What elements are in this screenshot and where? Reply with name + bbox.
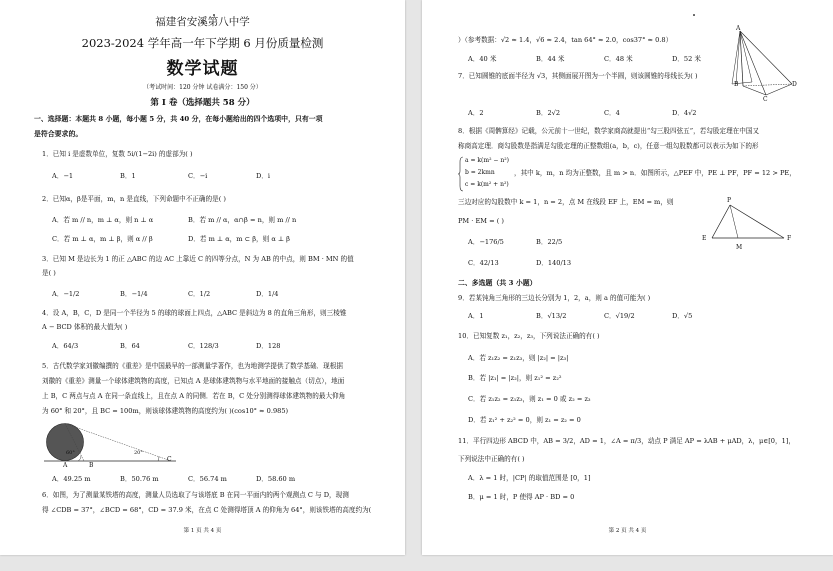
q5-angle20-label: 20° [134, 450, 143, 456]
q8-option-c: C．42/13 [468, 259, 499, 267]
q11-option-b: B．μ = 1 时，P 使得 AP · BD = 0 [468, 493, 575, 501]
q6-option-d: D．52 米 [672, 55, 701, 63]
q2-option-c: C．若 m ⊥ α，m ⊥ β，则 α // β [52, 235, 153, 243]
q7-option-b: B．2√2 [536, 109, 561, 117]
q8-option-a: A．−176/5 [468, 238, 504, 246]
q1-option-a: A．−1 [52, 172, 74, 180]
q6-reference-data: ）（参考数据：√2 ≈ 1.4，√6 ≈ 2.4，tan 64° ≈ 2.0，cos37° ≈ 0.8） [458, 36, 673, 44]
q5-angle60-label: 60° [66, 450, 75, 456]
q9-option-d: D．√5 [672, 312, 693, 320]
q3-option-c: C．1/2 [188, 290, 211, 298]
q8-stem-line4: 三边对应的勾股数中 k = 1，n = 2，点 M 在线段 EF 上，EM = m，则 [458, 198, 674, 206]
q5-stem-line3: 上 B，C 两点与点 A 在同一条直线上，且在点 A 的同侧．若在 B，C 处分别测得球体建筑物的最大仰角 [42, 392, 346, 400]
q8-system-c: c = k(m² + n²) [465, 181, 509, 188]
q5-point-b: B [89, 462, 94, 469]
q6-option-b: B．44 米 [536, 55, 565, 63]
tower-point-d: D [792, 81, 797, 88]
q2-stem: 2．已知α，β是平面，m，n 是直线，下列命题中不正确的是( ) [42, 195, 226, 203]
q5-stem-line1: 5．古代数学家刘徽编撰的《重差》是中国最早的一部测量学著作，也为地测学提供了数学基础．现根据 [42, 362, 343, 370]
q9-option-c: C．√19/2 [604, 312, 635, 320]
q7-option-c: C．4 [604, 109, 620, 117]
subject-title: 数学试题 [166, 59, 239, 79]
q6-tower-figure [730, 26, 802, 104]
q10-option-d: D．若 z₁² + z₂² = 0，则 z₁ = z₂ = 0 [468, 416, 581, 424]
q6-option-c: C．48 米 [604, 55, 633, 63]
part1-heading-line2: 是符合要求的。 [34, 130, 83, 138]
q6-stem-line1: 6．如图，为了测量某铁塔的高度，测量人员选取了与该塔底 B 在同一平面内的两个观测点 C 与 D，现测 [42, 491, 349, 499]
q2-option-b: B．若 m // α，α∩β = n，则 m // n [188, 216, 297, 224]
q11-stem-line2: 下列说法中正确的有( ) [458, 455, 525, 463]
tower-point-a: A [736, 25, 741, 32]
sphere-building [47, 424, 84, 461]
q3-stem-line1: 3．已知 M 是边长为 1 的正 △ABC 的边 AC 上靠近 C 的四等分点，N 为 AB 的中点，则 BM · MN 的值 [42, 255, 354, 263]
tower-point-b: B [734, 81, 739, 88]
q3-stem-line2: 是( ) [42, 269, 56, 277]
q2-option-d: D．若 m ⊥ α，m ⊂ β，则 α ⊥ β [188, 235, 290, 243]
q8-system-b: b = 2kmn [465, 169, 495, 176]
q5-option-c: C．56.74 m [188, 475, 227, 483]
exam-page-2 [422, 0, 833, 555]
q10-stem: 10．已知复数 z₁，z₂，z₃，下列说法正确的有( ) [458, 332, 600, 340]
q1-option-d: D．i [256, 172, 270, 180]
q9-option-a: A．1 [468, 312, 484, 320]
angle-20-arc [158, 457, 159, 462]
q3-option-d: D．1/4 [256, 290, 279, 298]
exam-title: 2023-2024 学年高一年下学期 6 月份质量检测 [81, 36, 324, 50]
q5-stem-line2: 刘徽的《重差》测量一个球体建筑物的高度，已知点 A 是球体建筑物与水平地面的接触点（切点），地面 [42, 377, 345, 385]
q7-option-d: D．4√2 [672, 109, 697, 117]
q4-stem-line1: 4．设 A，B，C，D 是同一个半径为 5 的球的球面上四点，△ABC 是斜边为 8 的直角三角形，则三棱锥 [42, 309, 347, 317]
q8-stem-line5: PM · EM = ( ) [458, 217, 504, 225]
q7-option-a: A．2 [468, 109, 484, 117]
tower-point-c: C [763, 96, 768, 103]
school-name: 福建省安溪第八中学 [155, 16, 250, 28]
page-footer: 第 2 页 共 4 页 [608, 528, 647, 534]
q8-option-d: D．140/13 [536, 259, 572, 267]
q11-option-a: A．λ = 1 时，|CP| 的取值范围是 [0，1] [468, 474, 591, 482]
q8-point-p: P [727, 197, 732, 204]
q10-option-b: B．若 |z₁| = |z₂|，则 z₁² = z₂² [468, 374, 562, 382]
q5-point-c: C [167, 456, 172, 463]
q4-option-b: B．64 [120, 342, 140, 350]
q4-option-d: D．128 [256, 342, 281, 350]
section-title: 第 I 卷（选择题共 58 分） [150, 98, 255, 108]
exam-info: （考试时间：120 分钟 试卷满分：150 分） [143, 84, 262, 91]
q3-option-b: B．−1/4 [120, 290, 148, 298]
exam-page-1 [0, 0, 405, 555]
q8-stem-line1: 8．根据《周髀算经》记载，公元前十一世纪，数学家商高就提出“勾三股四弦五”，若勾股定理在中国又 [458, 127, 760, 135]
q1-stem: 1．已知 i 是虚数单位，复数 5i/(1−2i) 的虚部为( ) [42, 150, 193, 158]
scan-dot [693, 14, 695, 16]
q10-option-a: A．若 z₁z₂ = z₁z₃，则 |z₂| = |z₃| [468, 354, 569, 362]
q6-stem-line2: 得 ∠CDB = 37°，∠BCD = 68°，CD = 37.9 米，在点 C 处测得塔顶 A 的仰角为 64°，则该铁塔的高度约为( [42, 506, 372, 514]
q8-stem-line3: ，其中 k，m，n 均为正整数，且 m > n．如图所示，△PEF 中，PE ⊥ PF，PF = 12 > PE， [514, 169, 796, 177]
page-footer: 第 1 页 共 4 页 [183, 528, 222, 534]
q11-stem-line1: 11．平行四边形 ABCD 中，AB = 3/2，AD = 1，∠A = π/3，动点 P 满足 AP = λAB + μAD，λ，μ∈[0，1]， [458, 437, 795, 445]
q5-option-d: D．58.60 m [256, 475, 296, 483]
q4-stem-line2: A − BCD 体积的最大值为( ) [42, 323, 128, 331]
part1-heading-line1: 一、选择题：本题共 8 小题，每小题 5 分，共 40 分，在每小题给出的四个选项中，只有一项 [34, 115, 323, 123]
q9-stem: 9．若某钝角三角形的三边长分别为 1，2，a，则 a 的值可能为( ) [458, 294, 651, 302]
q8-point-f: F [787, 235, 792, 242]
part2-heading: 二、多选题（共 3 小题） [458, 279, 537, 287]
q8-option-b: B．22/5 [536, 238, 563, 246]
q5-option-b: B．50.76 m [120, 475, 159, 483]
q10-option-c: C．若 z₁z₂ = z₁z₃，则 z₁ = 0 或 z₂ = z₃ [468, 395, 591, 403]
q8-point-m: M [736, 244, 743, 251]
q5-stem-line4: 为 60° 和 20°，且 BC = 100m，则该球体建筑物的高度约为( )(cos10° ≈ 0.985) [42, 407, 289, 415]
q6-option-a: A．40 米 [468, 55, 497, 63]
q7-stem: 7．已知圆锥的底面半径为 √3，其侧面展开图为一个半圆，则该圆锥的母线长为( ) [458, 72, 698, 80]
q9-option-b: B．√13/2 [536, 312, 567, 320]
q5-point-a: A [63, 462, 68, 469]
q8-triangle-figure [708, 197, 790, 245]
q1-option-c: C．−i [188, 172, 208, 180]
angle-60-arc [78, 456, 81, 462]
q8-system-brace [458, 156, 464, 192]
q8-stem-line2: 称商高定理．商勾股数是指满足勾股定理的正整数组(a，b，c)，任意一组勾股数都可以表示为如下的形 [458, 142, 759, 150]
q5-option-a: A．49.25 m [52, 475, 91, 483]
q1-option-b: B．1 [120, 172, 136, 180]
q8-system-a: a = k(m² − n²) [465, 157, 509, 164]
q3-option-a: A．−1/2 [52, 290, 80, 298]
q4-option-a: A．64/3 [52, 342, 79, 350]
q8-point-e: E [702, 235, 707, 242]
q4-option-c: C．128/3 [188, 342, 219, 350]
q2-option-a: A．若 m // n，m ⊥ α，则 n ⊥ α [52, 216, 154, 224]
